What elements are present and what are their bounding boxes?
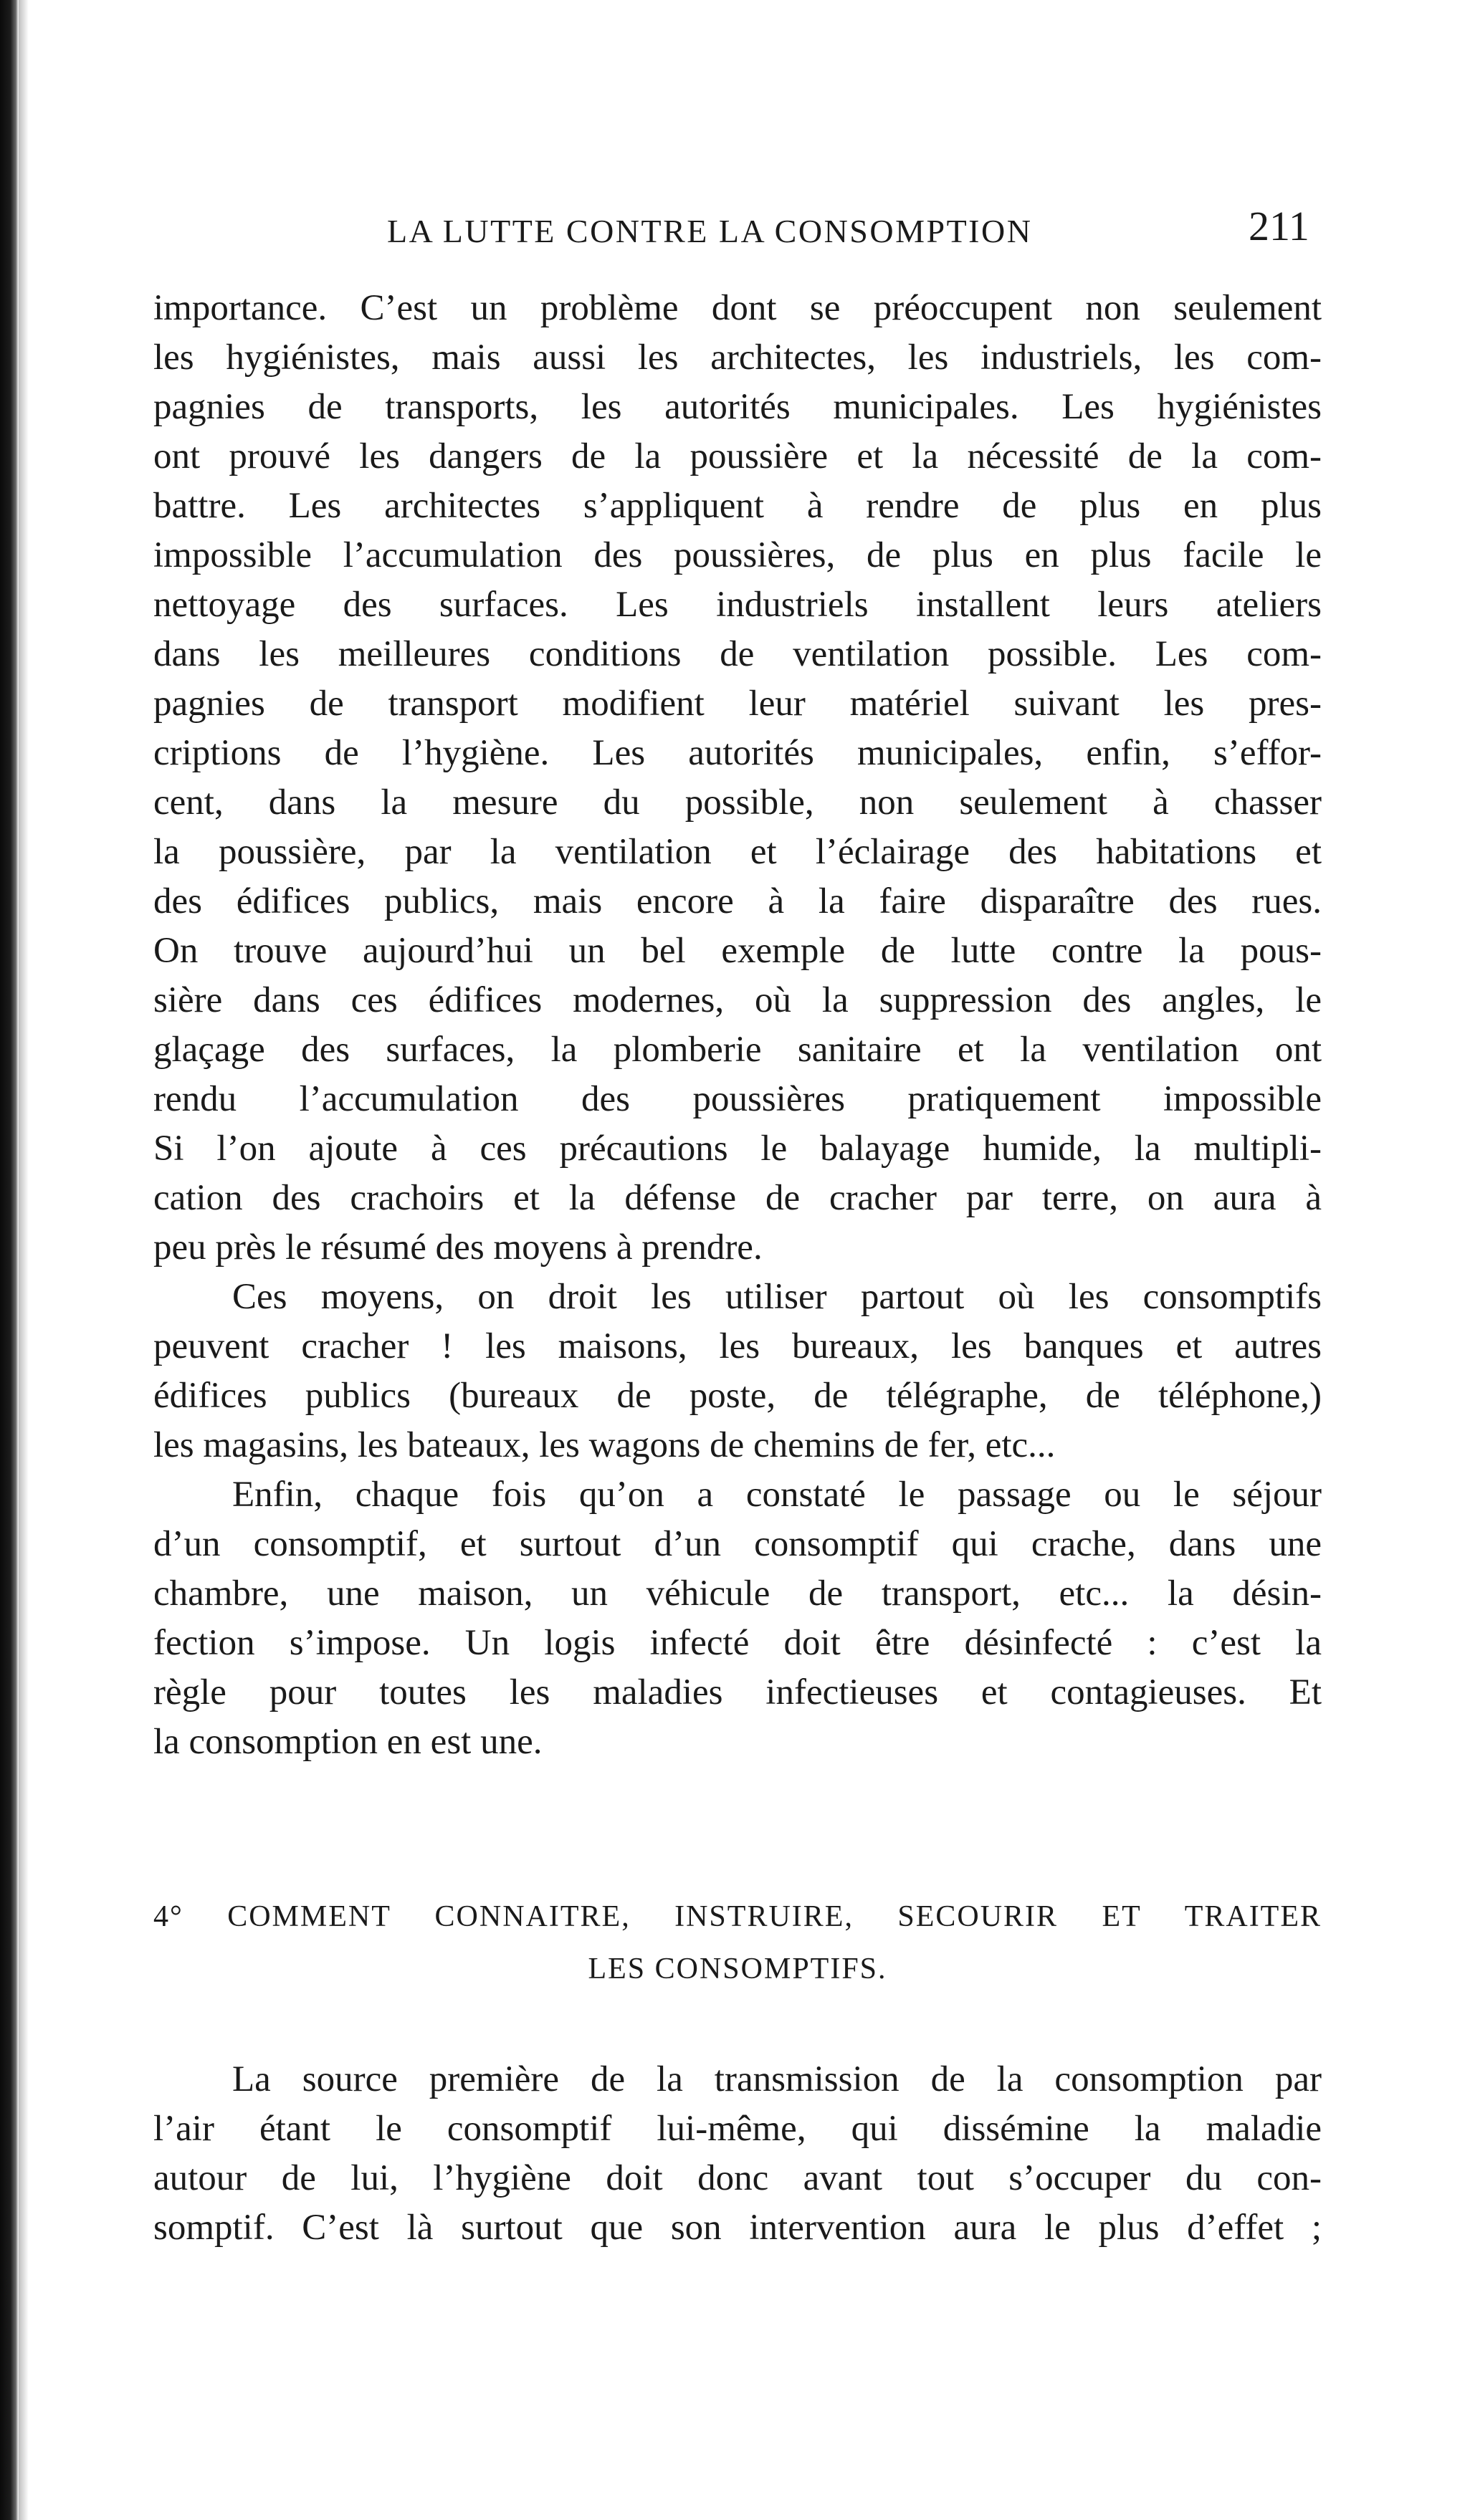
text-line: pagnies de transports, les autorités municipales. Les hygiénistes [153, 387, 1322, 427]
text-line: règle pour toutes les maladies infectieuses et contagieuses. Et [153, 1672, 1322, 1712]
text-line: sière dans ces édifices modernes, où la suppression des angles, le [153, 980, 1322, 1020]
text-line: criptions de l’hygiène. Les autorités municipales, enfin, s’effor- [153, 733, 1322, 773]
text-line: somptif. C’est là surtout que son intervention aura le plus d’effet ; [153, 2208, 1322, 2248]
text-line: cation des crachoirs et la défense de cracher par terre, on aura à [153, 1178, 1322, 1218]
text-line: La source première de la transmission de la consomption par [232, 2059, 1322, 2099]
text-line: autour de lui, l’hygiène doit donc avant tout s’occuper du con- [153, 2158, 1322, 2198]
text-line: nettoyage des surfaces. Les industriels installent leurs ateliers [153, 585, 1322, 625]
text-line: glaçage des surfaces, la plomberie sanitaire et la ventilation ont [153, 1030, 1322, 1070]
section-heading-continued: LES CONSOMPTIFS. [588, 1953, 887, 1985]
text-line: la consomption en est une. [153, 1722, 543, 1762]
text-line: cent, dans la mesure du possible, non seulement à chasser [153, 782, 1322, 823]
text-line: On trouve aujourd’hui un bel exemple de lutte contre la pous- [153, 931, 1322, 971]
text-line: d’un consomptif, et surtout d’un consomptif qui crache, dans une [153, 1524, 1322, 1564]
running-head: LA LUTTE CONTRE LA CONSOMPTION [387, 213, 1033, 249]
page-number: 211 [1249, 203, 1309, 249]
text-line: l’air étant le consomptif lui-même, qui dissémine la maladie [153, 2109, 1322, 2149]
text-line: pagnies de transport modifient leur matériel suivant les pres- [153, 684, 1322, 724]
text-line: peu près le résumé des moyens à prendre. [153, 1227, 763, 1268]
text-line: Enfin, chaque fois qu’on a constaté le passage ou le séjour [232, 1475, 1322, 1515]
text-line: des édifices publics, mais encore à la faire disparaître des rues. [153, 881, 1322, 921]
text-line: rendu l’accumulation des poussières pratiquement impossible [153, 1079, 1322, 1119]
text-line: Si l’on ajoute à ces précautions le balayage humide, la multipli- [153, 1129, 1322, 1169]
text-line: Ces moyens, on droit les utiliser partout où les consomptifs [232, 1277, 1322, 1317]
text-line: chambre, une maison, un véhicule de transport, etc... la désin- [153, 1573, 1322, 1614]
text-line: battre. Les architectes s’appliquent à rendre de plus en plus [153, 486, 1322, 526]
text-line: dans les meilleures conditions de ventilation possible. Les com- [153, 634, 1322, 674]
section-heading: 4° COMMENT CONNAITRE, INSTRUIRE, SECOURIR ET TRAITER [153, 1900, 1322, 1933]
text-line: édifices publics (bureaux de poste, de télégraphe, de téléphone,) [153, 1376, 1322, 1416]
text-line: les magasins, les bateaux, les wagons de chemins de fer, etc... [153, 1425, 1056, 1465]
text-line: peuvent cracher ! les maisons, les bureaux, les banques et autres [153, 1326, 1322, 1366]
text-line: fection s’impose. Un logis infecté doit être désinfecté : c’est la [153, 1623, 1322, 1663]
text-line: la poussière, par la ventilation et l’éclairage des habitations et [153, 832, 1322, 872]
text-line: importance. C’est un problème dont se préoccupent non seulement [153, 288, 1322, 328]
text-line: impossible l’accumulation des poussières, de plus en plus facile le [153, 535, 1322, 575]
text-line: ont prouvé les dangers de la poussière et la nécessité de la com- [153, 436, 1322, 476]
text-line: les hygiénistes, mais aussi les architectes, les industriels, les com- [153, 337, 1322, 378]
